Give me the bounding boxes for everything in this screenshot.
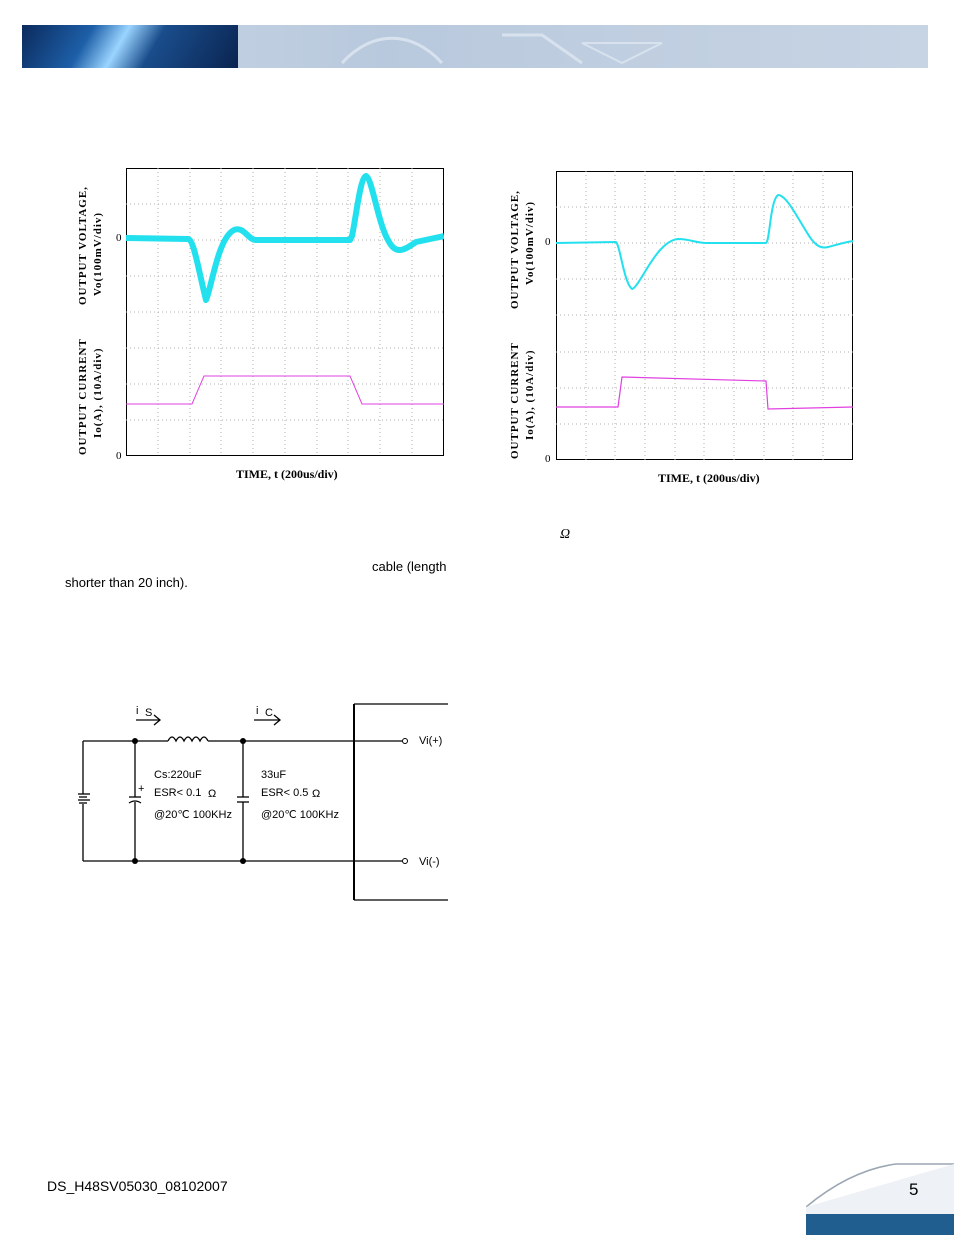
y-label-voltage: OUTPUT VOLTAGE, xyxy=(77,186,89,305)
y-label-current-units: Io(A), (10A/div) xyxy=(524,349,536,440)
scope-plot-left xyxy=(126,168,444,456)
y-label-voltage-units: Vo(100mV/div) xyxy=(524,200,536,285)
plus-sign: + xyxy=(138,783,145,795)
cs-omega: Ω xyxy=(208,788,217,800)
page-number: 5 xyxy=(909,1180,919,1199)
zero-current: 0 xyxy=(116,450,122,462)
body-text-shorter: shorter than 20 inch). xyxy=(65,575,188,590)
cs-temp: @20℃ 100KHz xyxy=(154,809,232,821)
vi-plus-label: Vi(+) xyxy=(419,735,443,747)
cs-value: Cs:220uF xyxy=(154,769,202,781)
zero-voltage: 0 xyxy=(545,236,551,248)
vi-minus-label: Vi(-) xyxy=(419,856,440,868)
ic-sub: C xyxy=(265,707,273,719)
c-esr: ESR< 0.5 xyxy=(261,787,309,799)
is-sub: S xyxy=(145,707,153,719)
zero-voltage: 0 xyxy=(116,232,122,244)
y-label-voltage-units: Vo(100mV/div) xyxy=(92,211,104,296)
scope-plot-right xyxy=(556,171,853,460)
cs-esr: ESR< 0.1 xyxy=(154,787,202,799)
footer-page-tab xyxy=(806,1162,954,1235)
document-id: DS_H48SV05030_08102007 xyxy=(47,1178,228,1194)
banner-photo xyxy=(22,25,238,68)
is-label: i xyxy=(136,705,139,717)
x-label-time: TIME, t (200us/div) xyxy=(236,467,338,481)
y-label-current: OUTPUT CURRENT xyxy=(77,338,89,455)
input-filter-circuit xyxy=(78,696,454,906)
omega-symbol: Ω xyxy=(560,527,571,542)
x-label-time: TIME, t (200us/div) xyxy=(658,471,760,485)
y-label-current-units: Io(A), (10A/div) xyxy=(92,347,104,438)
inductor xyxy=(168,737,208,741)
zero-current: 0 xyxy=(545,453,551,465)
body-text-cable: cable (length xyxy=(372,559,447,574)
ic-label: i xyxy=(256,705,259,717)
y-label-current: OUTPUT CURRENT xyxy=(509,342,521,459)
y-label-voltage: OUTPUT VOLTAGE, xyxy=(509,190,521,309)
c-temp: @20℃ 100KHz xyxy=(261,809,339,821)
c-value: 33uF xyxy=(261,769,287,781)
c-omega: Ω xyxy=(312,788,321,800)
